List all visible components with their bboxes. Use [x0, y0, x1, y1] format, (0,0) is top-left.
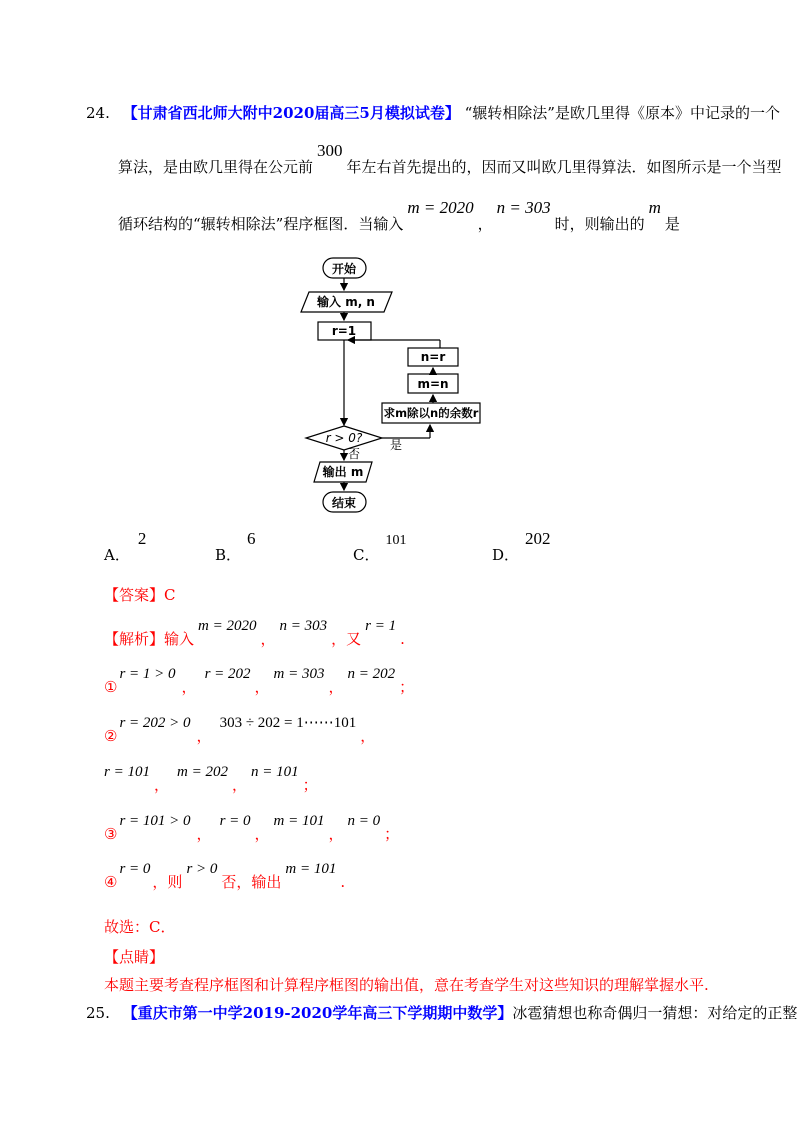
separator: ； — [384, 825, 400, 843]
condition-label: r > 0? — [325, 431, 363, 445]
question-24-line-2 — [118, 141, 782, 177]
analysis-text: ，又 — [331, 630, 362, 648]
math-expr: m = 202 — [176, 764, 228, 780]
question-number: 24. — [86, 104, 110, 122]
math-expr: r = 1 — [365, 618, 397, 634]
n-eq-r-label: n=r — [420, 350, 446, 364]
separator: ， — [254, 825, 270, 843]
question-text: 循环结构的“辗转相除法”程序框图．当输入 — [118, 215, 404, 233]
math-expr: r = 0 — [119, 861, 151, 877]
step-2-continued — [104, 764, 318, 795]
separator: ， — [260, 630, 276, 648]
analysis-text: 否，输出 — [221, 873, 282, 891]
option-label: D． — [492, 546, 520, 564]
math-expr: n = 0 — [347, 813, 381, 829]
math-expr: r = 101 > 0 — [119, 813, 191, 829]
analysis-text: 输入 — [164, 630, 195, 648]
separator: ， — [153, 776, 169, 794]
step-4 — [104, 861, 346, 892]
step-marker: ① — [104, 678, 118, 696]
separator: ； — [399, 678, 415, 696]
step-marker: ② — [104, 727, 118, 745]
input-n: n = 303 — [496, 198, 551, 217]
separator: ， — [328, 678, 344, 696]
separator: ， — [196, 727, 212, 745]
yes-label: 是 — [390, 438, 403, 452]
output-label: 输出 m — [322, 465, 364, 479]
year-number: 300 — [317, 141, 343, 160]
question-source: 【甘肃省西北师大附中2020届高三5月模拟试卷】 — [122, 104, 460, 122]
input-label: 输入 m, n — [317, 295, 375, 309]
step-1 — [104, 666, 415, 697]
option-label: B． — [215, 546, 242, 564]
analysis-text: ，则 — [152, 873, 183, 891]
separator: . — [340, 873, 346, 891]
step-3 — [104, 813, 400, 844]
math-expr: r = 101 — [104, 764, 150, 780]
question-text: 是 — [664, 215, 680, 233]
answer-label: 【答案】 — [104, 586, 165, 604]
math-expr: n = 303 — [279, 618, 328, 634]
math-expr: m = 303 — [273, 666, 325, 682]
math-expr: m = 101 — [273, 813, 325, 829]
option-label: C． — [353, 546, 380, 564]
separator: ， — [360, 727, 376, 745]
remainder-label: 求m除以n的余数r — [383, 406, 479, 420]
option-d[interactable] — [492, 529, 551, 565]
option-value: 2 — [137, 529, 147, 548]
option-a[interactable] — [104, 529, 147, 565]
math-expr: r = 1 > 0 — [119, 666, 176, 682]
no-label: 否 — [348, 447, 361, 461]
step-marker: ④ — [104, 873, 118, 891]
step-2 — [104, 715, 376, 746]
answer-value: C — [164, 586, 176, 604]
math-expr: r > 0 — [186, 861, 218, 877]
question-source: 【重庆市第一中学2019-2020学年高三下学期期中数学】 — [122, 1004, 513, 1022]
init-label: r=1 — [331, 324, 357, 338]
start-label: 开始 — [331, 262, 357, 276]
math-expr: r = 202 — [204, 666, 251, 682]
math-expr: n = 101 — [250, 764, 299, 780]
separator: ， — [477, 215, 493, 233]
input-m: m = 2020 — [407, 198, 474, 217]
math-expr: n = 202 — [347, 666, 396, 682]
math-expr: r = 202 > 0 — [119, 715, 191, 731]
option-value: 101 — [385, 533, 407, 548]
answer — [104, 584, 176, 605]
m-eq-n-label: m=n — [417, 377, 449, 391]
comment-text: 本题主要考查程序框图和计算程序框图的输出值，意在考查学生对这些知识的理解掌握水平. — [104, 976, 709, 994]
separator: ， — [196, 825, 212, 843]
end-label: 结束 — [331, 496, 357, 510]
separator: ， — [181, 678, 197, 696]
analysis-intro — [104, 618, 405, 649]
separator: . — [400, 630, 405, 648]
math-expr: m = 2020 — [198, 618, 257, 634]
option-value: 202 — [525, 529, 551, 548]
comment-label: 【点睛】 — [104, 948, 165, 966]
option-b[interactable] — [215, 529, 256, 565]
question-25 — [86, 1002, 797, 1023]
question-text: 算法，是由欧几里得在公元前 — [118, 158, 314, 176]
question-text: “辗转相除法”是欧几里得《原本》中记录的一个 — [464, 104, 780, 122]
output-m: m — [648, 198, 661, 217]
separator: ， — [328, 825, 344, 843]
step-marker: ③ — [104, 825, 118, 843]
conclusion: 故选：C． — [104, 918, 176, 936]
separator: ， — [231, 776, 247, 794]
question-24-line-1 — [86, 102, 780, 123]
math-expr: 303 ÷ 202 = 1⋯⋯101 — [219, 715, 357, 731]
question-24-line-3 — [118, 198, 680, 234]
separator: ， — [254, 678, 270, 696]
option-label: A． — [104, 546, 130, 564]
math-expr: r = 0 — [219, 813, 251, 829]
question-number: 25. — [86, 1004, 110, 1022]
option-value: 6 — [247, 529, 256, 548]
analysis-label: 【解析】 — [104, 630, 165, 648]
question-text: 时，则输出的 — [554, 215, 645, 233]
question-text: 冰雹猜想也称奇偶归一猜想：对给定的正整 — [512, 1004, 798, 1022]
flowchart — [290, 250, 479, 520]
option-c[interactable] — [353, 533, 407, 565]
question-text: 年左右首先提出的，因而又叫欧几里得算法．如图所示是一个当型 — [346, 158, 782, 176]
separator: ； — [302, 776, 318, 794]
math-expr: m = 101 — [285, 861, 337, 877]
